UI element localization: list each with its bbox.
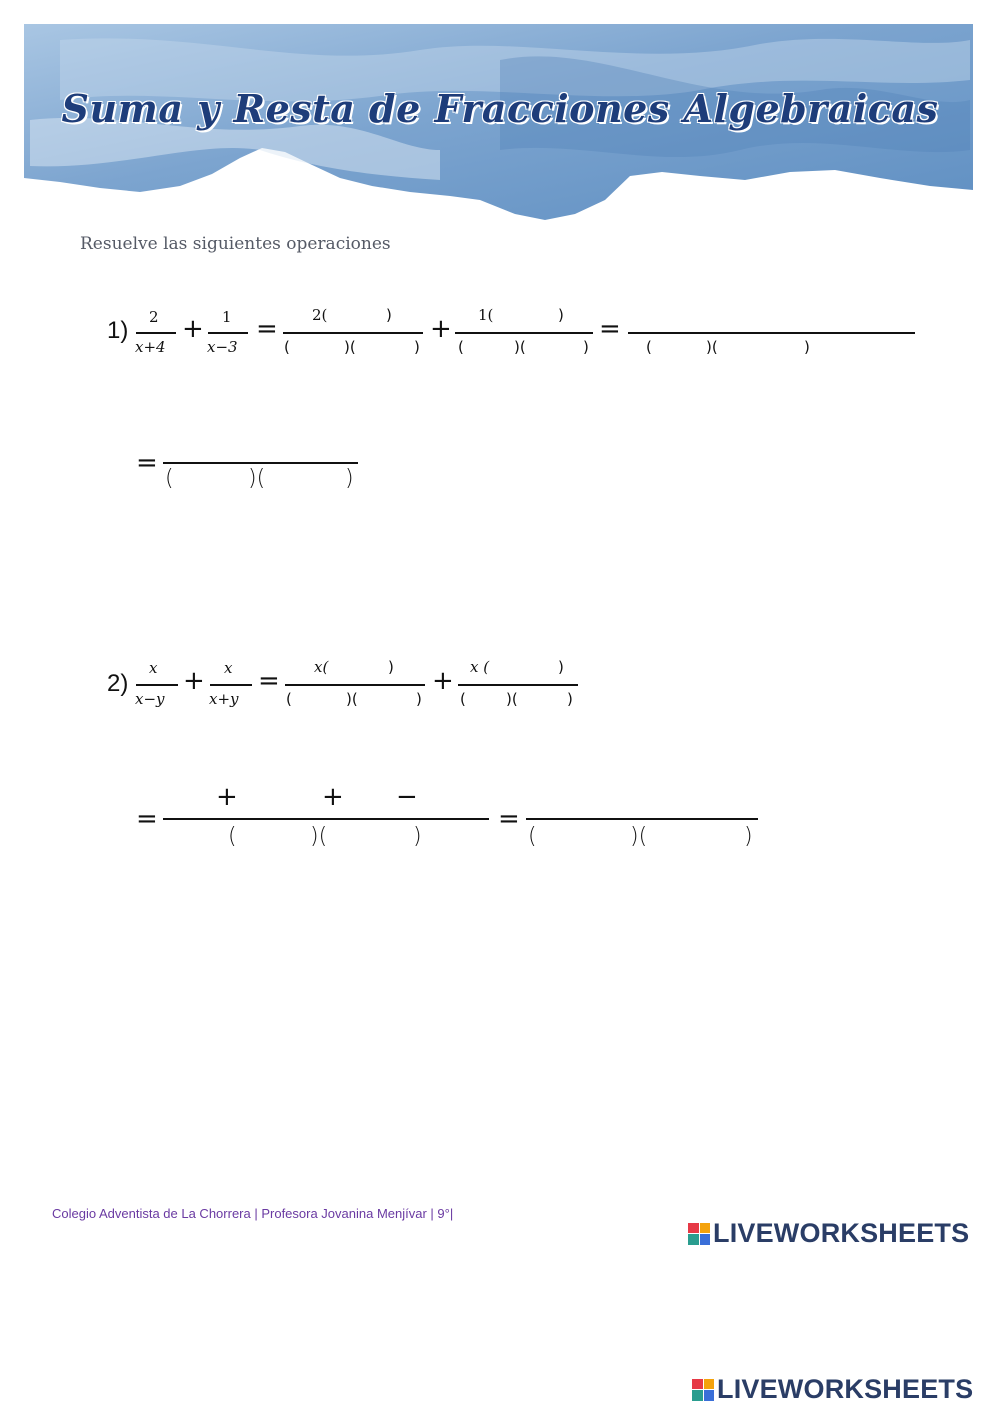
ex1-frac-a-denominator: x+4 bbox=[135, 338, 166, 356]
ex1-final-den-close: ) bbox=[345, 466, 354, 491]
ex2-step2-bar bbox=[458, 684, 578, 686]
ex2-expanded-minus: − bbox=[396, 782, 418, 812]
ex1-plus-2: + bbox=[430, 314, 452, 344]
ex1-equals-3: = bbox=[136, 448, 158, 478]
ex2-step1-den-mid: )( bbox=[346, 690, 358, 708]
ex2-expanded-plus-1: + bbox=[216, 782, 238, 812]
ex2-step2-den-close: ) bbox=[567, 690, 573, 708]
ex2-frac-a-numerator: x bbox=[149, 659, 158, 677]
ex2-expanded-den-open: ( bbox=[228, 824, 237, 849]
ex1-final-den-mid: )( bbox=[248, 466, 266, 491]
ex2-expanded-den-close: ) bbox=[413, 824, 422, 849]
ex2-step1-numerator: x( bbox=[314, 658, 329, 676]
brand-logo-top[interactable] bbox=[688, 1218, 969, 1249]
ex2-step1-close: ) bbox=[388, 658, 394, 676]
ex1-frac-b-bar bbox=[208, 332, 248, 334]
ex1-frac-a-bar bbox=[136, 332, 176, 334]
ex1-result-den-close: ) bbox=[804, 338, 810, 356]
ex2-step1-den-close: ) bbox=[416, 690, 422, 708]
ex1-step1-numerator: 2( bbox=[312, 306, 328, 324]
ex2-frac-b-numerator: x bbox=[224, 659, 233, 677]
page-title: Suma y Resta de Fracciones Algebraicas bbox=[61, 86, 939, 131]
ex2-equals-2: = bbox=[136, 804, 158, 834]
instructions-text: Resuelve las siguientes operaciones bbox=[80, 234, 391, 254]
ex1-frac-b-denominator: x−3 bbox=[207, 338, 238, 356]
ex1-plus: + bbox=[182, 314, 204, 344]
ex2-final-bar[interactable] bbox=[526, 818, 758, 820]
ex2-step2-numerator: x ( bbox=[470, 658, 490, 676]
ex2-expanded-bar[interactable] bbox=[163, 818, 489, 820]
ex2-final-den-open: ( bbox=[528, 824, 537, 849]
ex2-frac-a-bar bbox=[136, 684, 178, 686]
liveworksheets-logo-icon bbox=[688, 1223, 710, 1245]
ex2-expanded-plus-2: + bbox=[322, 782, 344, 812]
ex2-frac-b-bar bbox=[210, 684, 252, 686]
brand-name: LIVEWORKSHEETS bbox=[717, 1374, 974, 1404]
ex1-step1-den-mid: )( bbox=[344, 338, 356, 356]
liveworksheets-logo-icon bbox=[692, 1379, 714, 1401]
ex1-result-bar[interactable] bbox=[628, 332, 915, 334]
ex2-final-den-mid: )( bbox=[630, 824, 648, 849]
ex1-result-den-mid: )( bbox=[706, 338, 718, 356]
ex2-plus: + bbox=[183, 666, 205, 696]
ex2-equals: = bbox=[258, 666, 280, 696]
ex1-step1-bar bbox=[283, 332, 423, 334]
ex2-plus-2: + bbox=[432, 666, 454, 696]
ex1-step1-close: ) bbox=[386, 306, 392, 324]
ex1-frac-a-numerator: 2 bbox=[149, 308, 159, 326]
ex1-step1-den-open: ( bbox=[284, 338, 290, 356]
exercise-1-number: 1) bbox=[107, 317, 129, 344]
ex1-step2-bar bbox=[455, 332, 593, 334]
ex1-result-den-open: ( bbox=[646, 338, 652, 356]
ex1-step2-den-mid: )( bbox=[514, 338, 526, 356]
ex1-frac-b-numerator: 1 bbox=[222, 308, 232, 326]
ex2-step2-den-mid: )( bbox=[506, 690, 518, 708]
ex1-final-bar[interactable] bbox=[163, 462, 358, 464]
ex1-step2-numerator: 1( bbox=[478, 306, 494, 324]
ex1-step2-den-close: ) bbox=[583, 338, 589, 356]
footer-credit: Colegio Adventista de La Chorrera | Profesora Jovanina Menjívar | 9°| bbox=[52, 1206, 454, 1221]
ex1-step1-den-close: ) bbox=[414, 338, 420, 356]
ex1-final-den-open: ( bbox=[165, 466, 174, 491]
ex2-expanded-den-mid: )( bbox=[310, 824, 328, 849]
ex2-frac-b-denominator: x+y bbox=[209, 690, 239, 708]
ex2-step2-close: ) bbox=[558, 658, 564, 676]
exercise-2-number: 2) bbox=[107, 670, 129, 697]
ex1-step2-den-open: ( bbox=[458, 338, 464, 356]
ex2-step1-bar bbox=[285, 684, 425, 686]
ex1-equals-2: = bbox=[599, 314, 621, 344]
header-banner bbox=[0, 0, 1000, 230]
brand-logo-bottom[interactable] bbox=[692, 1374, 973, 1405]
ex2-step1-den-open: ( bbox=[286, 690, 292, 708]
ex2-equals-3: = bbox=[498, 804, 520, 834]
ex2-final-den-close: ) bbox=[744, 824, 753, 849]
ex1-step2-close: ) bbox=[558, 306, 564, 324]
ex2-frac-a-denominator: x−y bbox=[135, 690, 165, 708]
ex2-step2-den-open: ( bbox=[460, 690, 466, 708]
brand-name: LIVEWORKSHEETS bbox=[713, 1218, 970, 1248]
ex1-equals: = bbox=[256, 314, 278, 344]
